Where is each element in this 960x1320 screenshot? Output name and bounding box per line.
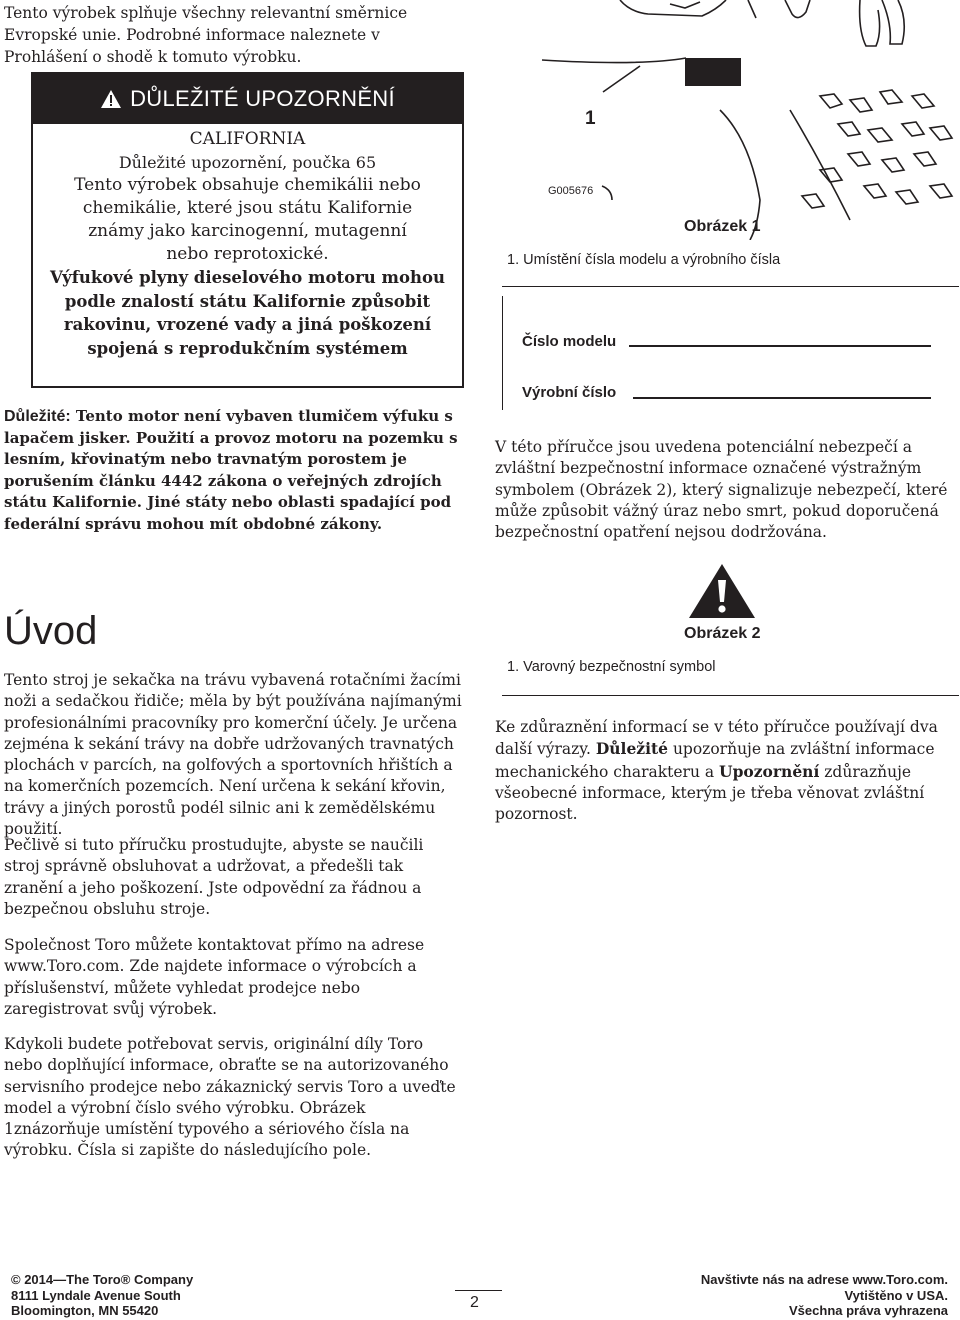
terms-text: upozorňuje na zvláštní informace mechanického charakteru a — [495, 740, 935, 781]
warning-header — [33, 74, 462, 124]
footer-copyright: © 2014—The Toro® Company — [11, 1272, 194, 1287]
warning-header-text: DŮLEŽITÉ UPOZORNĚNÍ — [130, 86, 395, 111]
warning-box — [31, 72, 464, 388]
paragraph-contact: Společnost Toro můžete kontaktovat přímo na adrese www.Toro.com. Zde najdete informace o výrobcích a příslušenství, můžete vyhledat prodejce nebo zaregistrovat svůj výrobek. — [4, 936, 425, 1018]
warning-triangle-icon — [100, 89, 122, 109]
warning-bold-line: podle znalostí státu Kalifornie způsobit — [64, 291, 431, 311]
page-number: 2 — [470, 1294, 479, 1311]
page-number-rule — [455, 1290, 502, 1291]
paragraph-study: Pečlivě si tuto příručku prostudujte, abyste se naučili stroj správně obsluhovat a udržovat, a předešli tak zranění a jeho poškození. Jste odpovědní za řádnou a bezpečnou obsluhu stroje. — [4, 836, 424, 918]
intro-note: Tento výrobek splňuje všechny relevantní směrnice Evropské unie. Podrobné informace naleznete v Prohlášení o shodě k tomuto výrobku. — [4, 4, 408, 66]
footer-company — [11, 1272, 193, 1319]
figure-1-code: G005676 — [548, 185, 594, 197]
warning-line: Důležité upozornění, poučka 65 — [118, 153, 377, 172]
important-note — [4, 406, 466, 535]
caption-rule-2 — [502, 695, 959, 696]
caption-rule — [502, 286, 959, 287]
footer-city: Bloomington, MN 55420 — [11, 1303, 159, 1318]
model-number-field[interactable] — [629, 345, 931, 347]
term-important: Důležité — [595, 739, 669, 759]
warning-bold-line: spojená s reprodukčním systémem — [87, 338, 408, 358]
footer-address: 8111 Lyndale Avenue South — [11, 1287, 181, 1303]
serial-number-label: Výrobní číslo — [522, 384, 617, 401]
safety-alert-icon — [687, 562, 757, 620]
section-heading: Úvod — [4, 609, 98, 653]
warning-body — [33, 124, 462, 360]
footer-info — [701, 1272, 948, 1319]
footer-printed: Vytištěno v USA. — [844, 1287, 948, 1303]
warning-line: CALIFORNIA — [189, 129, 306, 149]
warning-bold-line: Výfukové plyny dieselového motoru mohou — [50, 268, 445, 287]
footer-rights: Všechna práva vyhrazena — [789, 1303, 948, 1318]
important-text: Tento motor není vybaven tlumičem výfuku s lapačem jisker. Použití a provoz motoru na pozemku s lesním, křovinatým nebo travnatým porostem je porušením článku 4442 zákona o veřejných zdrojích státu Kalifornie. Jiné státy nebo oblasti spadající pod federální správu mohou mít obdobné zákony. — [4, 407, 458, 533]
paragraph-purpose: Tento stroj je sekačka na trávu vybavená rotačními žacími noži a sedačkou řidiče; měla by být používána najímanými profesionálními pracovníky pro komerční účely. Je určena zejména k sekání trávy na dobře udržovaných travnatých plochách v parcích, na golfových a sportovních hřištích a na komerčních pozemcích. Není určena k sekání křovin, trávy a jiných porostů podél silnic ani k zemědělskému použití. — [4, 671, 462, 839]
paragraph-terms — [495, 717, 955, 825]
paragraph-service: Kdykoli budete potřebovat servis, originální díly Toro nebo doplňující informace, obraťte se na autorizovaného servisního prodejce nebo zákaznický servis Toro a uveďte model a výrobní číslo svého výrobku. Obrázek 1znázorňuje umístění typového a sériového čísla na výrobku. Čísla si zapište do následujícího pole. — [4, 1035, 456, 1160]
warning-line: Tento výrobek obsahuje chemikálii nebo — [74, 175, 421, 195]
figure-1-callout: 1 — [585, 108, 596, 129]
warning-line: známy jako karcinogenní, mutagenní — [88, 221, 407, 241]
figure-1-caption: 1. Umístění čísla modelu a výrobního čísla — [507, 252, 781, 268]
warning-line: nebo reprotoxické. — [166, 244, 329, 264]
terms-text: Ke zdůraznění informací se v této příručce používají dva další výrazy. — [495, 718, 938, 759]
terms-text: zdůrazňuje všeobecné informace, kterým je třeba věnovat zvláštní pozornost. — [495, 762, 925, 824]
model-number-label: Číslo modelu — [522, 333, 617, 350]
warning-bold-line: rakovinu, vrozené vady a jiná poškození — [63, 315, 432, 334]
footer-website: Navštivte nás na adrese www.Toro.com. — [700, 1272, 948, 1287]
paragraph-safety-intro: V této příručce jsou uvedena potenciální nebezpečí a zvláštní bezpečnostní informace označené výstražným symbolem (Obrázek 2), který signalizuje nebezpečí, které může způsobit vážný úraz nebo smrt, pokud doporučená bezpečnostní opatření nejsou dodržována. — [495, 438, 948, 542]
term-notice: Upozornění — [719, 761, 820, 781]
figure-2-caption: 1. Varovný bezpečnostní symbol — [507, 659, 716, 675]
important-label: Důležité: — [4, 408, 71, 425]
figure-1-title: Obrázek 1 — [684, 218, 761, 235]
figure-1-drawing — [520, 0, 960, 240]
warning-line: chemikálie, které jsou státu Kalifornie — [82, 198, 413, 218]
serial-number-field[interactable] — [633, 397, 931, 399]
figure-2-title: Obrázek 2 — [684, 625, 761, 642]
